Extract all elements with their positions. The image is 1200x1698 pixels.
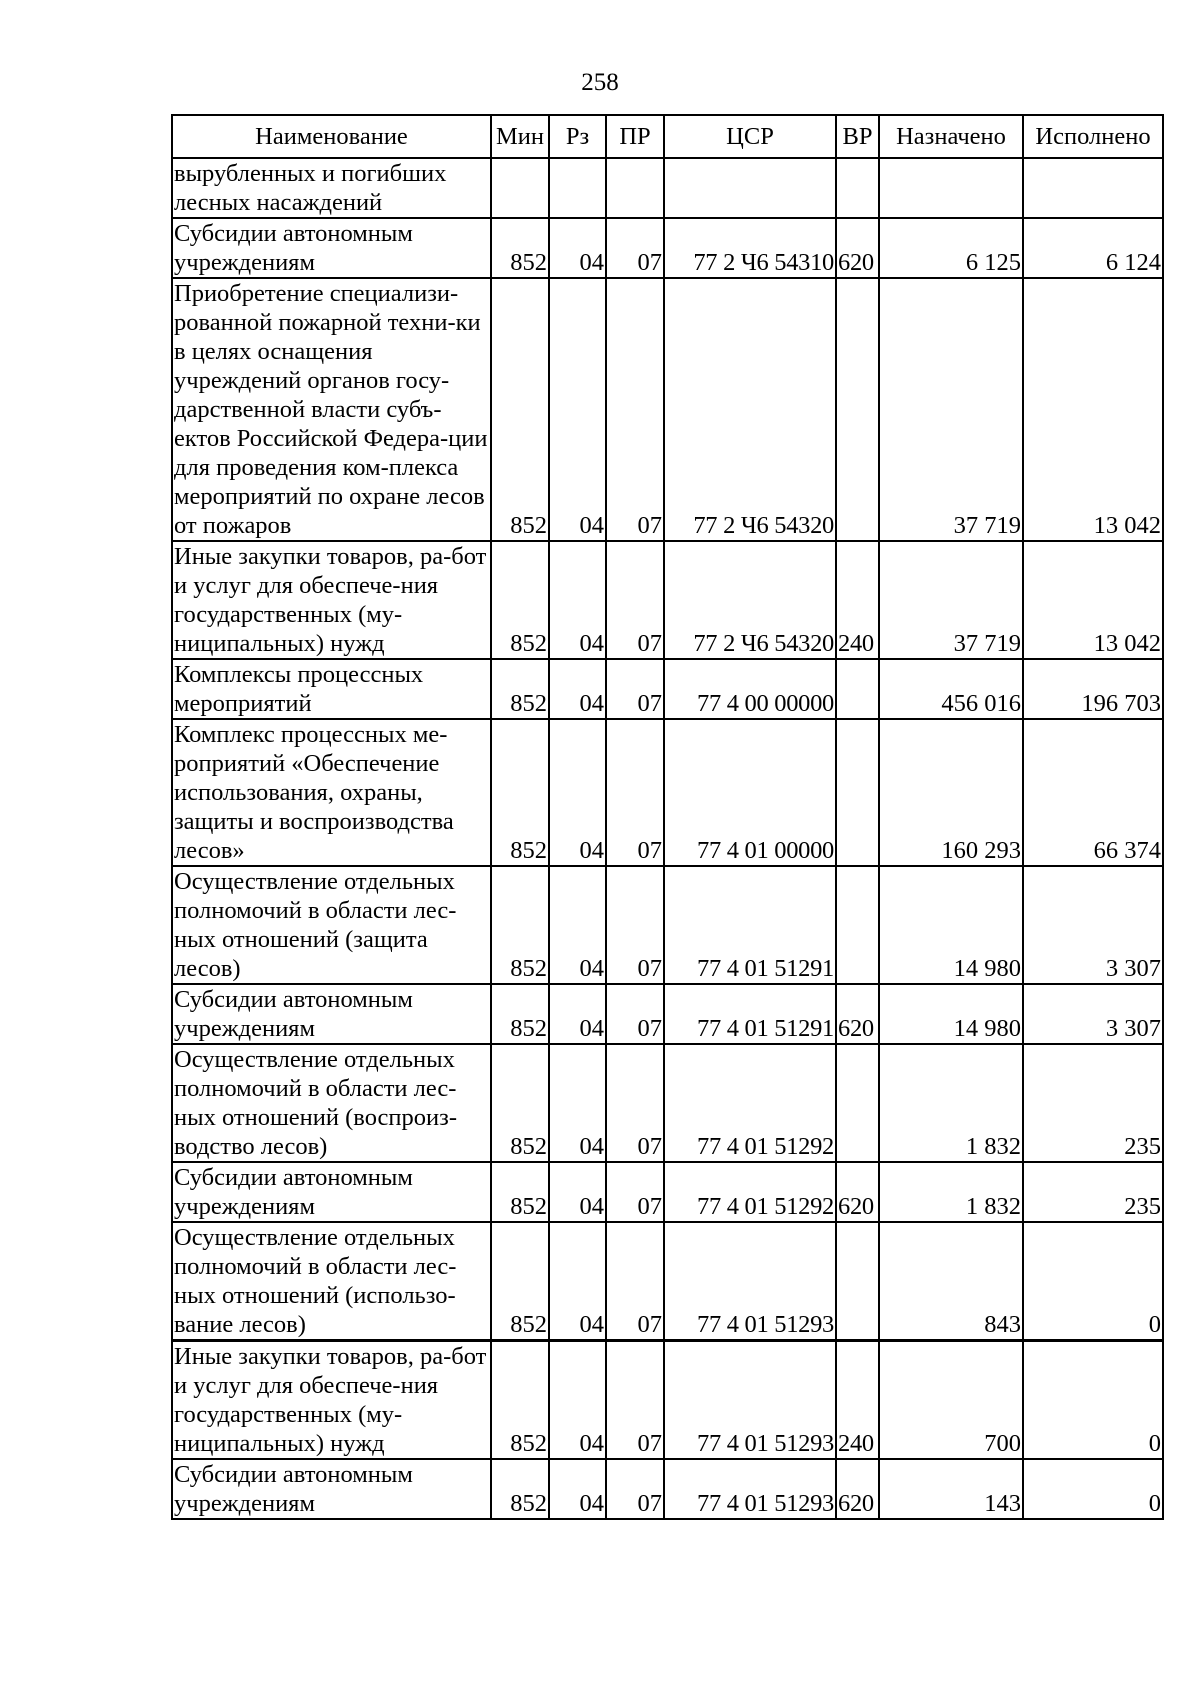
cell-vr: 240 [836, 541, 879, 659]
table-row [172, 1222, 1163, 1341]
cell-executed: 235 [1023, 1162, 1163, 1222]
cell-name: Осуществление отдельных полномочий в области лес-ных отношений (защита лесов) [172, 866, 491, 984]
cell-csr: 77 4 00 00000 [664, 659, 836, 719]
cell-csr [664, 158, 836, 218]
cell-assigned: 37 719 [879, 278, 1023, 541]
cell-executed: 0 [1023, 1459, 1163, 1519]
cell-name: Комплекс процессных ме-роприятий «Обеспечение использования, охраны, защиты и воспроизводства лесов» [172, 719, 491, 866]
cell-pr: 07 [606, 719, 664, 866]
header-row [172, 115, 1163, 158]
cell-rz: 04 [549, 866, 606, 984]
table-body [172, 158, 1163, 1519]
cell-name: Приобретение специализи-рованной пожарной техни-ки в целях оснащения учреждений органов госу-дарственной власти субъ-ектов Российской Федера-ции для проведения ком-плекса мероприятий по охране лесов от пожаров [172, 278, 491, 541]
cell-assigned: 700 [879, 1341, 1023, 1460]
cell-pr: 07 [606, 278, 664, 541]
cell-vr [836, 659, 879, 719]
cell-min: 852 [491, 866, 549, 984]
table-row [172, 719, 1163, 866]
cell-rz: 04 [549, 1341, 606, 1460]
cell-assigned: 6 125 [879, 218, 1023, 278]
table-row [172, 1044, 1163, 1162]
cell-vr [836, 719, 879, 866]
cell-pr: 07 [606, 541, 664, 659]
cell-executed: 3 307 [1023, 984, 1163, 1044]
cell-pr: 07 [606, 1341, 664, 1460]
cell-assigned: 843 [879, 1222, 1023, 1341]
cell-vr [836, 158, 879, 218]
cell-csr: 77 4 01 51293 [664, 1459, 836, 1519]
cell-vr: 620 [836, 218, 879, 278]
cell-pr: 07 [606, 1222, 664, 1341]
cell-assigned [879, 158, 1023, 218]
cell-name: вырубленных и погибших лесных насаждений [172, 158, 491, 218]
table-row [172, 1341, 1163, 1460]
cell-vr [836, 1222, 879, 1341]
table-row [172, 1162, 1163, 1222]
cell-min: 852 [491, 541, 549, 659]
cell-pr: 07 [606, 866, 664, 984]
cell-rz: 04 [549, 218, 606, 278]
header-executed: Исполнено [1023, 115, 1163, 158]
cell-min [491, 158, 549, 218]
header-min: Мин [491, 115, 549, 158]
cell-min: 852 [491, 719, 549, 866]
cell-min: 852 [491, 1162, 549, 1222]
page-number: 258 [581, 69, 619, 96]
cell-executed: 0 [1023, 1341, 1163, 1460]
cell-assigned: 14 980 [879, 866, 1023, 984]
cell-pr: 07 [606, 1162, 664, 1222]
cell-csr: 77 4 01 51292 [664, 1162, 836, 1222]
table-row [172, 218, 1163, 278]
cell-name: Осуществление отдельных полномочий в области лес-ных отношений (использо-вание лесов) [172, 1222, 491, 1341]
cell-csr: 77 4 01 51293 [664, 1341, 836, 1460]
cell-name: Субсидии автономным учреждениям [172, 1162, 491, 1222]
cell-assigned: 1 832 [879, 1162, 1023, 1222]
cell-name: Иные закупки товаров, ра-бот и услуг для обеспече-ния государственных (му-ниципальных) нужд [172, 541, 491, 659]
cell-assigned: 14 980 [879, 984, 1023, 1044]
cell-name: Субсидии автономным учреждениям [172, 984, 491, 1044]
table-row [172, 278, 1163, 541]
cell-vr [836, 1044, 879, 1162]
cell-assigned: 456 016 [879, 659, 1023, 719]
table-row [172, 984, 1163, 1044]
cell-name: Иные закупки товаров, ра-бот и услуг для обеспече-ния государственных (му-ниципальных) нужд [172, 1341, 491, 1460]
cell-rz: 04 [549, 541, 606, 659]
cell-name: Комплексы процессных мероприятий [172, 659, 491, 719]
cell-rz: 04 [549, 1044, 606, 1162]
table-row [172, 541, 1163, 659]
cell-rz: 04 [549, 278, 606, 541]
cell-csr: 77 4 01 00000 [664, 719, 836, 866]
cell-executed: 3 307 [1023, 866, 1163, 984]
cell-min: 852 [491, 1222, 549, 1341]
cell-assigned: 37 719 [879, 541, 1023, 659]
cell-pr: 07 [606, 659, 664, 719]
cell-name: Субсидии автономным учреждениям [172, 218, 491, 278]
cell-csr: 77 4 01 51292 [664, 1044, 836, 1162]
cell-rz: 04 [549, 659, 606, 719]
cell-rz [549, 158, 606, 218]
cell-csr: 77 2 Ч6 54320 [664, 278, 836, 541]
table-row [172, 659, 1163, 719]
cell-vr: 240 [836, 1341, 879, 1460]
cell-pr: 07 [606, 218, 664, 278]
cell-rz: 04 [549, 1162, 606, 1222]
header-csr: ЦСР [664, 115, 836, 158]
cell-min: 852 [491, 218, 549, 278]
cell-min: 852 [491, 1459, 549, 1519]
cell-name: Субсидии автономным учреждениям [172, 1459, 491, 1519]
cell-pr: 07 [606, 1459, 664, 1519]
cell-assigned: 143 [879, 1459, 1023, 1519]
cell-rz: 04 [549, 1222, 606, 1341]
cell-csr: 77 2 Ч6 54310 [664, 218, 836, 278]
header-vr: ВР [836, 115, 879, 158]
cell-rz: 04 [549, 719, 606, 866]
cell-vr [836, 278, 879, 541]
cell-rz: 04 [549, 1459, 606, 1519]
header-rz: Рз [549, 115, 606, 158]
cell-min: 852 [491, 278, 549, 541]
cell-csr: 77 4 01 51291 [664, 866, 836, 984]
cell-executed [1023, 158, 1163, 218]
cell-executed: 235 [1023, 1044, 1163, 1162]
cell-executed: 196 703 [1023, 659, 1163, 719]
cell-vr: 620 [836, 984, 879, 1044]
cell-executed: 13 042 [1023, 278, 1163, 541]
cell-csr: 77 2 Ч6 54320 [664, 541, 836, 659]
cell-min: 852 [491, 1044, 549, 1162]
cell-vr [836, 866, 879, 984]
cell-rz: 04 [549, 984, 606, 1044]
cell-csr: 77 4 01 51291 [664, 984, 836, 1044]
cell-executed: 6 124 [1023, 218, 1163, 278]
cell-min: 852 [491, 984, 549, 1044]
cell-vr: 620 [836, 1162, 879, 1222]
cell-min: 852 [491, 659, 549, 719]
cell-vr: 620 [836, 1459, 879, 1519]
cell-assigned: 1 832 [879, 1044, 1023, 1162]
cell-pr [606, 158, 664, 218]
header-name: Наименование [172, 115, 491, 158]
cell-executed: 66 374 [1023, 719, 1163, 866]
cell-executed: 0 [1023, 1222, 1163, 1341]
cell-min: 852 [491, 1341, 549, 1460]
cell-assigned: 160 293 [879, 719, 1023, 866]
table-row [172, 866, 1163, 984]
header-assigned: Назначено [879, 115, 1023, 158]
header-pr: ПР [606, 115, 664, 158]
cell-csr: 77 4 01 51293 [664, 1222, 836, 1341]
table-row [172, 158, 1163, 218]
budget-table [171, 114, 1164, 1520]
table-row [172, 1459, 1163, 1519]
cell-pr: 07 [606, 984, 664, 1044]
cell-executed: 13 042 [1023, 541, 1163, 659]
cell-pr: 07 [606, 1044, 664, 1162]
cell-name: Осуществление отдельных полномочий в области лес-ных отношений (воспроиз-водство лесов) [172, 1044, 491, 1162]
